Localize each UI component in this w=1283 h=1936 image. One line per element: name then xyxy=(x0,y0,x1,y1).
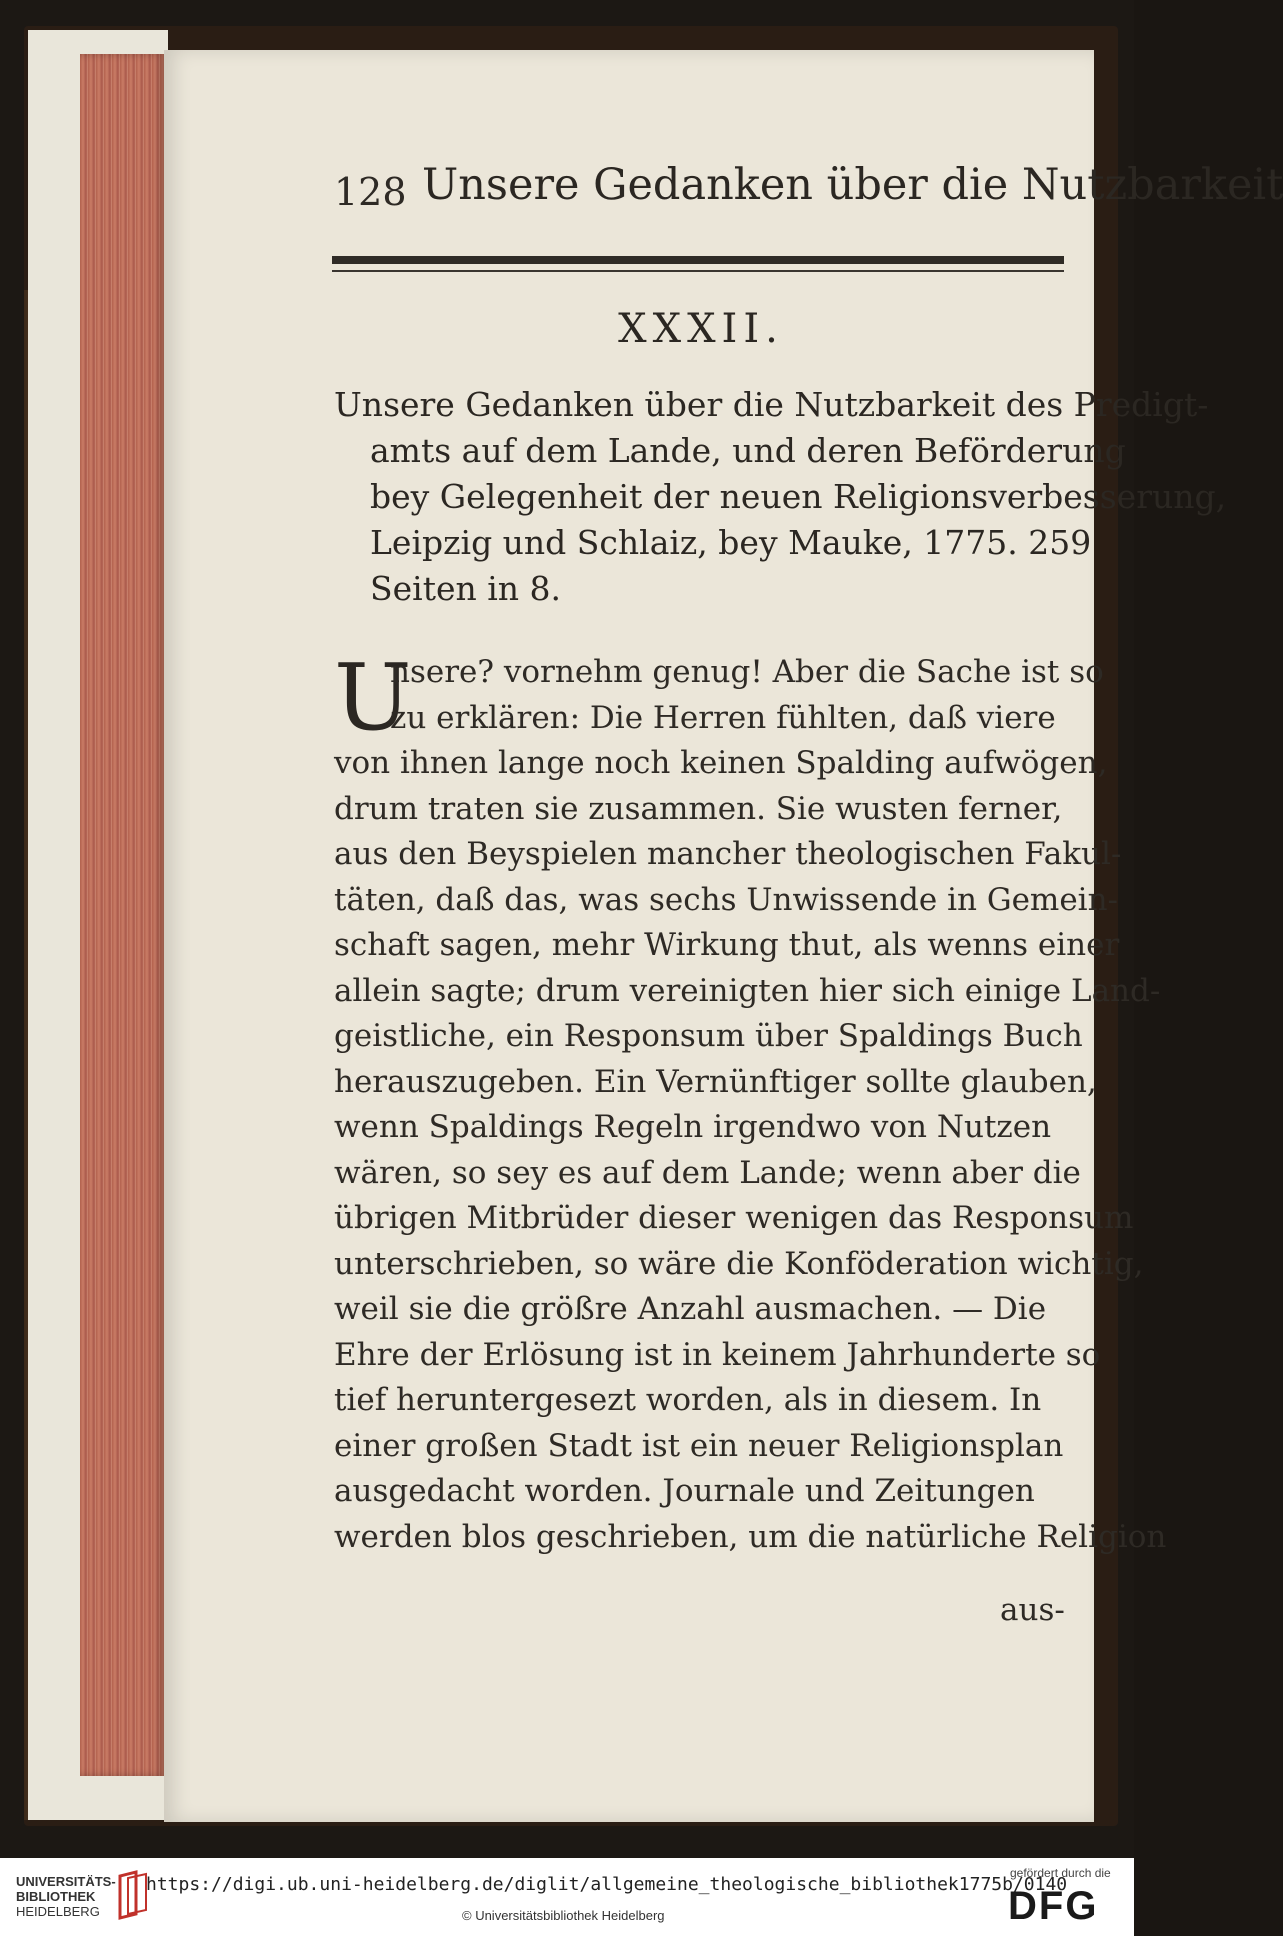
page-fore-edge xyxy=(80,54,166,1776)
body-line: herauszugeben. Ein Vernünftiger sollte glauben, xyxy=(334,1063,1097,1100)
funded-by-label: gefördert durch die xyxy=(1010,1866,1111,1880)
document-url-link[interactable]: https://digi.ub.uni-heidelberg.de/diglit/allgemeine_theologische_bibliothek1775b/0140 xyxy=(146,1874,1068,1895)
viewer-footer xyxy=(0,1858,1134,1936)
body-line: unterschrieben, so wäre die Konföderation wichtig, xyxy=(334,1245,1144,1282)
dfg-logo: DFG xyxy=(1008,1884,1099,1928)
book-citation xyxy=(334,382,1227,612)
body-line: wären, so sey es auf dem Lande; wenn aber die xyxy=(334,1154,1081,1191)
library-name-line: UNIVERSITÄTS- xyxy=(16,1874,116,1889)
body-line: geistliche, ein Responsum über Spaldings Buch xyxy=(334,1018,1083,1054)
body-line: allein sagte; drum vereinigten hier sich einige Land- xyxy=(334,972,1161,1009)
citation-line: Leipzig und Schlaiz, bey Mauke, 1775. 259 xyxy=(370,523,1092,562)
body-line: ausgedacht worden. Journale und Zeitungen xyxy=(334,1473,1035,1509)
section-number: XXXII. xyxy=(618,306,784,352)
citation-line: Unsere Gedanken über die Nutzbarkeit des Predigt- xyxy=(334,385,1209,424)
body-line: von ihnen lange noch keinen Spalding aufwögen, xyxy=(334,745,1108,781)
running-title: Unsere Gedanken über die Nutzbarkeit xyxy=(422,160,1283,210)
copyright-notice: © Universitätsbibliothek Heidelberg xyxy=(462,1908,665,1923)
body-line: Ehre der Erlösung ist in keinem Jahrhunderte so xyxy=(334,1336,1101,1373)
page-number: 128 xyxy=(334,170,407,214)
body-line: weil sie die größre Anzahl ausmachen. — Die xyxy=(334,1291,1047,1327)
body-text xyxy=(334,644,1167,1560)
body-line: einer großen Stadt ist ein neuer Religionsplan xyxy=(334,1427,1064,1464)
body-line: wenn Spaldings Regeln irgendwo von Nutzen xyxy=(334,1109,1052,1145)
body-line: werden blos geschrieben, um die natürliche Religion xyxy=(334,1518,1167,1555)
library-name-line: BIBLIOTHEK xyxy=(16,1889,96,1904)
body-line: täten, daß das, was sechs Unwissende in Gemein- xyxy=(334,881,1119,918)
body-line: schaft sagen, mehr Wirkung thut, als wenns einer xyxy=(334,927,1120,963)
body-line: zu erklären: Die Herren fühlten, daß viere xyxy=(390,699,1056,736)
citation-line: bey Gelegenheit der neuen Religionsverbesserung, xyxy=(370,477,1227,516)
body-line: tief heruntergesezt worden, als in diesem. In xyxy=(334,1382,1042,1418)
catchword: aus- xyxy=(1000,1592,1065,1628)
drop-cap: U xyxy=(334,644,412,751)
page-header xyxy=(334,160,1283,218)
header-rule-thin xyxy=(332,270,1064,272)
header-rule-thick xyxy=(332,256,1064,264)
body-line: nsere? vornehm genug! Aber die Sache ist so xyxy=(390,654,1104,690)
body-line: übrigen Mitbrüder dieser wenigen das Responsum xyxy=(334,1200,1134,1236)
citation-line: amts auf dem Lande, und deren Beförderung xyxy=(370,431,1126,470)
citation-line: Seiten in 8. xyxy=(370,569,562,608)
library-name xyxy=(16,1874,116,1919)
body-line: drum traten sie zusammen. Sie wusten ferner, xyxy=(334,790,1063,827)
library-name-line: HEIDELBERG xyxy=(16,1904,100,1919)
body-line: aus den Beyspielen mancher theologischen Fakul- xyxy=(334,836,1122,872)
